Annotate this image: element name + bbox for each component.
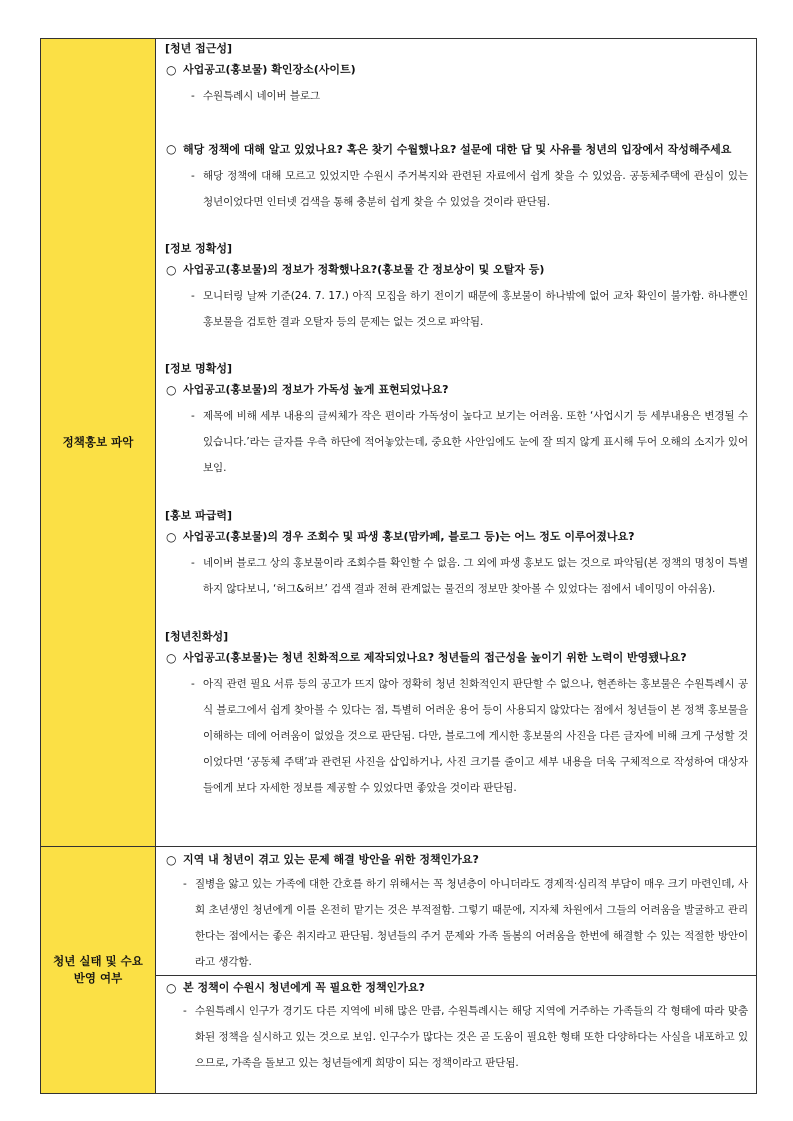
dash-bullet-icon: - (191, 290, 195, 302)
answer-item: - 모니터링 날짜 기준(24. 7. 17.) 아직 모집을 하기 전이기 때문에 홍보물이 하나밖에 없어 교차 확인이 불가함. 하나뿐인 홍보물을 검토한 결과 오탈자 등의 문제는 없는 것으로 파악됨. (165, 283, 748, 335)
answer-item: - 네이버 블로그 상의 홍보물이라 조회수를 확인할 수 없음. 그 외에 파생 홍보도 없는 것으로 파악됨(본 정책의 명칭이 특별하지 않다보니, ‘허그&허브’ 검색 결과 전혀 관계없는 물건의 정보만 찾아볼 수 있었다는 점에서 네이밍이 아쉬움). (165, 550, 748, 602)
question-item: ○ 지역 내 청년이 겪고 있는 문제 해결 방안을 위한 정책인가요? (165, 849, 748, 871)
answer-item: - 질병을 앓고 있는 가족에 대한 간호를 하기 위해서는 꼭 청년층이 아니더라도 경제적·심리적 부담이 매우 크기 마련인데, 사회 초년생인 청년에게 이를 온전히 맡기는 것은 부적절함. 그렇기 때문에, 지자체 차원에서 그들의 어려움을 발굴하고 관리한다는 점에서는 좋은 취지라고 판단됨. 청년들의 주거 문제와 가족 돌봄의 어려움을 한번에 해결할 수 있는 적절한 방안이라고 생각함. (165, 871, 748, 975)
section-content-policy-promotion (156, 39, 757, 847)
circle-bullet-icon: ○ (166, 63, 177, 77)
section-label-text: 정책홍보 파악 (62, 435, 134, 449)
question-item: ○ 사업공고(홍보물) 확인장소(사이트) (165, 57, 748, 83)
section-label-line: 청년 실태 및 수요 (53, 954, 143, 968)
question-item: ○ 사업공고(홍보물)는 청년 친화적으로 제작되었나요? 청년들의 접근성을 높이기 위한 노력이 반영됐나요? (165, 645, 748, 671)
spacer (165, 215, 748, 241)
question-item: ○ 해당 정책에 대해 알고 있었나요? 혹은 찾기 수월했나요? 설문에 대한 답 및 사유를 청년의 입장에서 작성해주세요 (165, 136, 748, 163)
spacer (165, 602, 748, 629)
answer-item: - 아직 관련 필요 서류 등의 공고가 뜨지 않아 정확히 청년 친화적인지 판단할 수 없으나, 현존하는 홍보물은 수원특례시 공식 블로그에서 쉽게 찾아볼 수 있다는 점, 특별히 어려운 용어 등이 사용되지 않았다는 점에서 청년들이 본 정책 홍보물을 이해하는 데에 어려움이 없었을 것으로 판단됨. 다만, 블로그에 게시한 홍보물의 사진을 다른 글자에 비해 크게 구성할 것이었다면 ‘공동체 주택’과 관련된 사진을 삽입하거나, 사진 크기를 줄이고 세부 내용을 더욱 구체적으로 작성하여 대상자들에게 보다 자세한 정보를 제공할 수 있었다면 좋았을 것이라 판단됨. (165, 671, 748, 801)
section-label-youth-needs (41, 847, 156, 1094)
circle-bullet-icon: ○ (166, 981, 177, 995)
dash-bullet-icon: - (191, 410, 195, 422)
question-item: ○ 사업공고(홍보물)의 정보가 정확했나요?(홍보물 간 정보상이 및 오탈자 등) (165, 257, 748, 283)
answer-item: - 수원특례시 네이버 블로그 (165, 83, 748, 109)
answer-item: - 해당 정책에 대해 모르고 있었지만 수원시 주거복지와 관련된 자료에서 쉽게 찾을 수 있었음. 공동체주택에 관심이 있는 청년이었다면 인터넷 검색을 통해 충분히 쉽게 찾을 수 있었을 것이라 판단됨. (165, 163, 748, 215)
circle-bullet-icon: ○ (166, 142, 177, 156)
section-label-line: 반영 여부 (73, 971, 123, 985)
question-item: ○ 사업공고(홍보물)의 정보가 가독성 높게 표현되었나요? (165, 377, 748, 403)
group-title-info-accuracy: [정보 정확성] (165, 242, 233, 255)
evaluation-table (40, 38, 757, 1094)
answer-item: - 제목에 비해 세부 내용의 글씨체가 작은 편이라 가독성이 높다고 보기는 어려움. 또한 ‘사업시기 등 세부내용은 변경될 수 있습니다.’라는 글자를 우측 하단에 적어놓았는데, 중요한 사안임에도 눈에 잘 띄지 않게 표시해 두어 오해의 소지가 있어 보임. (165, 403, 748, 481)
group-title-youth-accessibility: [청년 접근성] (165, 42, 233, 55)
dash-bullet-icon: - (183, 878, 187, 890)
dash-bullet-icon: - (191, 678, 195, 690)
circle-bullet-icon: ○ (166, 263, 177, 277)
group-title-youth-friendliness: [청년친화성] (165, 630, 229, 643)
dash-bullet-icon: - (191, 557, 195, 569)
group-title-promotion-reach: [홍보 파급력] (165, 509, 233, 522)
group-title-info-clarity: [정보 명확성] (165, 362, 233, 375)
question-item: ○ 사업공고(홍보물)의 경우 조회수 및 파생 홍보(맘카페, 블로그 등)는 어느 정도 이루어졌나요? (165, 524, 748, 550)
dash-bullet-icon: - (191, 90, 195, 102)
section-row-youth-needs (41, 847, 757, 976)
circle-bullet-icon: ○ (166, 651, 177, 665)
circle-bullet-icon: ○ (166, 530, 177, 544)
section-row-policy-promotion (41, 39, 757, 847)
question-item: ○ 본 정책이 수원시 청년에게 꼭 필요한 정책인가요? (165, 978, 748, 998)
answer-item: - 수원특례시 인구가 경기도 다른 지역에 비해 많은 만큼, 수원특례시는 해당 지역에 거주하는 가족들의 각 형태에 따라 맞춤화된 정책을 실시하고 있는 것으로 보임. 인구수가 많다는 것은 곧 도움이 필요한 형태 또한 다양하다는 사실을 내포하고 있으므로, 가족을 돌보고 있는 청년들에게 희망이 되는 정책이라고 판단됨. (165, 998, 748, 1076)
spacer (165, 481, 748, 508)
dash-bullet-icon: - (183, 1005, 187, 1017)
section-label-policy-promotion (41, 39, 156, 847)
section-content-youth-problem (156, 847, 757, 976)
spacer (165, 335, 748, 361)
section-content-youth-necessity (156, 976, 757, 1094)
spacer (165, 109, 748, 136)
circle-bullet-icon: ○ (166, 853, 177, 867)
dash-bullet-icon: - (191, 170, 195, 182)
circle-bullet-icon: ○ (166, 383, 177, 397)
